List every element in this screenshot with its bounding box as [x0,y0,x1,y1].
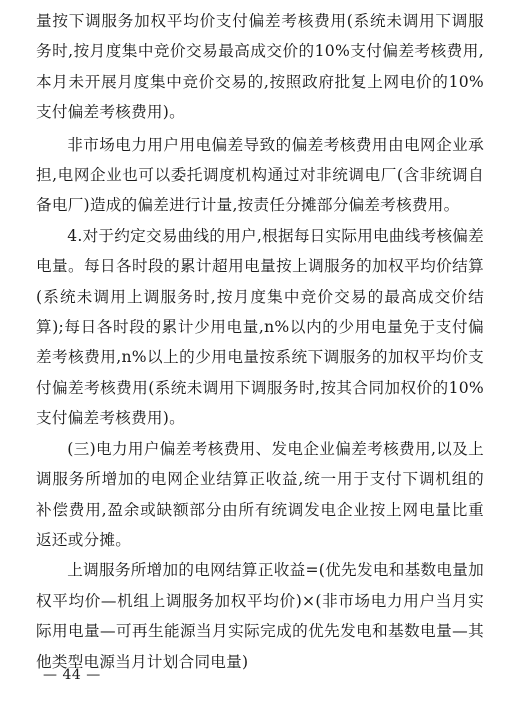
paragraph-non-market-users: 非市场电力用户用电偏差导致的偏差考核费用由电网企业承担,电网企业也可以委托调度机构通过对非统调电厂(含非统调自备电厂)造成的偏差进行计量,按责任分摊部分偏差考核费用。 [36,135,484,215]
page-number: — 44 — [43,667,101,683]
paragraph-deviation-fee-continuation: 量按下调服务加权平均价支付偏差考核费用(系统未调用下调服务时,按月度集中竞价交易最高成交价的10%支付偏差考核费用,本月未开展月度集中竞价交易的,按照政府批复上网电价的10%支付偏差考核费用)。 [36,12,484,122]
paragraph-section-3-settlement: (三)电力用户偏差考核费用、发电企业偏差考核费用,以及上调服务所增加的电网企业结算正收益,统一用于支付下调机组的补偿费用,盈余或缺额部分由所有统调发电企业按上网电量比重返还或分摊。 [36,439,484,549]
paragraph-item-4-curve-users: 4.对于约定交易曲线的用户,根据每日实际用电曲线考核偏差电量。每日各时段的累计超用电量按上调服务的加权平均价结算(系统未调用上调服务时,按月度集中竞价交易的最高成交价结算);每日各时段的累计少用电量,n%以内的少用电量免于支付偏差考核费用,n%以上的少用电量按系统下调服务的加权平均价支付偏差考核费用(系统未调用下调服务时,按其合同加权价的10%支付偏差考核费用)。 [36,226,484,428]
paragraph-revenue-formula: 上调服务所增加的电网结算正收益=(优先发电和基数电量加权平均价—机组上调服务加权平均价)×(非市场电力用户当月实际用电量—可再生能源当月实际完成的优先发电和基数电量—其他类型电源当月计划合同电量) [36,561,484,671]
